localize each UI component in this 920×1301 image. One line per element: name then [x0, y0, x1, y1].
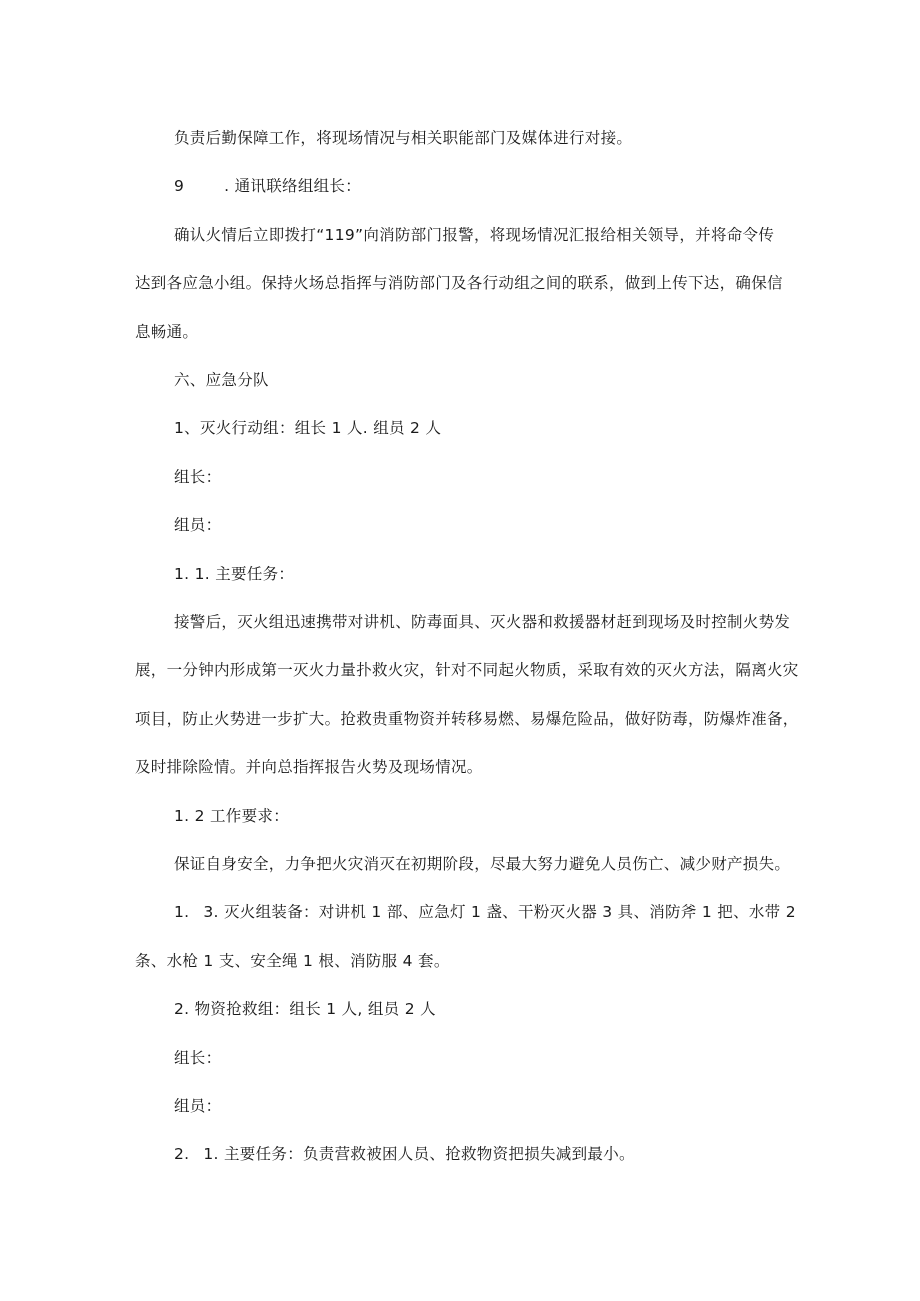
paragraph-line: 保证自身安全，力争把火灾消灭在初期阶段，尽最大努力避免人员伤亡、减少财产损失。: [174, 855, 791, 873]
paragraph-line: 展，一分钟内形成第一灭火力量扑救火灾，针对不同起火物质，采取有效的灭火方法，隔离火灾: [135, 661, 799, 679]
paragraph-line: 项目，防止火势进一步扩大。抢救贵重物资并转移易燃、易爆危险品，做好防毒，防爆炸准备，: [135, 710, 799, 728]
paragraph-line: 达到各应急小组。保持火场总指挥与消防部门及各行动组之间的联系，做到上传下达，确保信: [135, 274, 783, 292]
item-text: 3. 灭火组装备：对讲机 1 部、应急灯 1 盏、干粉灭火器 3 具、消防斧 1 把、水带 2: [203, 903, 796, 921]
task-line: [174, 1144, 635, 1164]
paragraph-logistics: 负责后勤保障工作，将现场情况与相关职能部门及媒体进行对接。: [174, 129, 633, 147]
subsection-heading: 1、灭火行动组：组长 1 人. 组员 2 人: [174, 419, 442, 437]
paragraph-line: 接警后，灭火组迅速携带对讲机、防毒面具、灭火器和救援器材赶到现场及时控制火势发: [174, 613, 791, 631]
paragraph-line: 条、水枪 1 支、安全绳 1 根、消防服 4 套。: [135, 952, 450, 970]
heading-number: 9: [174, 177, 185, 195]
subsection-heading: 2. 物资抢救组：组长 1 人, 组员 2 人: [174, 1000, 436, 1018]
item-heading: 1. 1. 主要任务：: [174, 565, 295, 583]
paragraph-line: 息畅通。: [135, 323, 199, 341]
equipment-line: [174, 902, 796, 922]
leader-label: 组长：: [174, 468, 222, 486]
heading-comm-leader: [174, 176, 361, 196]
member-label: 组员：: [174, 1097, 222, 1115]
leader-label: 组长：: [174, 1049, 222, 1067]
item-number: 1.: [174, 903, 190, 921]
item-text: 1. 主要任务：负责营救被困人员、抢救物资把损失减到最小。: [203, 1145, 635, 1163]
paragraph-line: 确认火情后立即拨打“119”向消防部门报警，将现场情况汇报给相关领导，并将命令传: [174, 226, 775, 244]
heading-text: . 通讯联络组组长：: [224, 177, 362, 195]
item-number: 2.: [174, 1145, 190, 1163]
item-heading: 1. 2 工作要求：: [174, 807, 290, 825]
paragraph-line: 及时排除险情。并向总指挥报告火势及现场情况。: [135, 758, 483, 776]
section-heading: 六、应急分队: [174, 371, 269, 389]
member-label: 组员：: [174, 516, 222, 534]
